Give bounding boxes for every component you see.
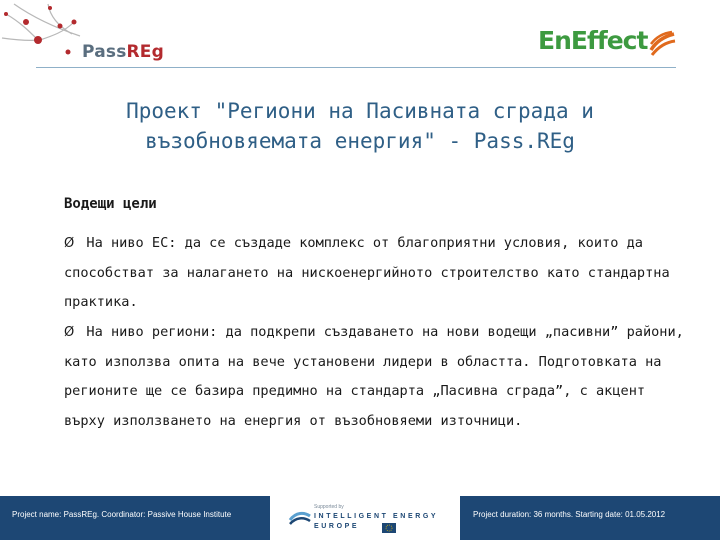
iee-title-line-2: EUROPE [314, 523, 360, 530]
footer-project-name: Project name: PassREg. Coordinator: Passive House Institute [12, 510, 232, 519]
eneffect-wordmark: EnEffect [538, 26, 648, 55]
eneffect-flame-icon [648, 30, 676, 56]
header-divider [36, 67, 676, 68]
slide-title-line-1: Проект "Региони на Пасивната сграда и [126, 99, 594, 123]
iee-supported-by: Supported by [314, 504, 344, 510]
slide-title [40, 96, 680, 156]
bullet-eu-level [64, 229, 684, 318]
eneffect-logo [538, 26, 678, 62]
footer-project-duration [460, 496, 720, 540]
arrow-bullet-icon: Ø [64, 236, 75, 251]
section-heading: Водещи цели [64, 196, 157, 212]
slide-header [0, 0, 720, 72]
passreg-logo [0, 0, 200, 72]
bullet-text: На ниво ЕС: да се създаде комплекс от благоприятни условия, които да способстват за налагането на нискоенергийното строителство като стандартна практика. [64, 235, 670, 310]
arrow-bullet-icon: Ø [64, 325, 75, 340]
passreg-wordmark: PassREg [82, 42, 164, 62]
iee-swoosh-icon [288, 508, 312, 528]
iee-title-line-1: INTELLIGENT ENERGY [314, 513, 439, 520]
slide-title-line-2: възобновяемата енергия" - Pass.REg [145, 129, 575, 153]
footer-project-info [0, 496, 270, 540]
bullet-regional-level [64, 318, 684, 436]
footer-duration-text: Project duration: 36 months. Starting date: 01.05.2012 [473, 510, 666, 519]
bullet-text: На ниво региони: да подкрепи създаването на нови водещи „пасивни” райони, като използва опита на вече установени лидери в областта. Подготовката на регионите ще се базира предимно на стандарта „Пасивна сграда”, с акцент върху използването на енергия от възобновяеми източници. [64, 324, 684, 429]
eu-flag-icon [382, 523, 396, 533]
footer-iee-logo [270, 496, 460, 540]
